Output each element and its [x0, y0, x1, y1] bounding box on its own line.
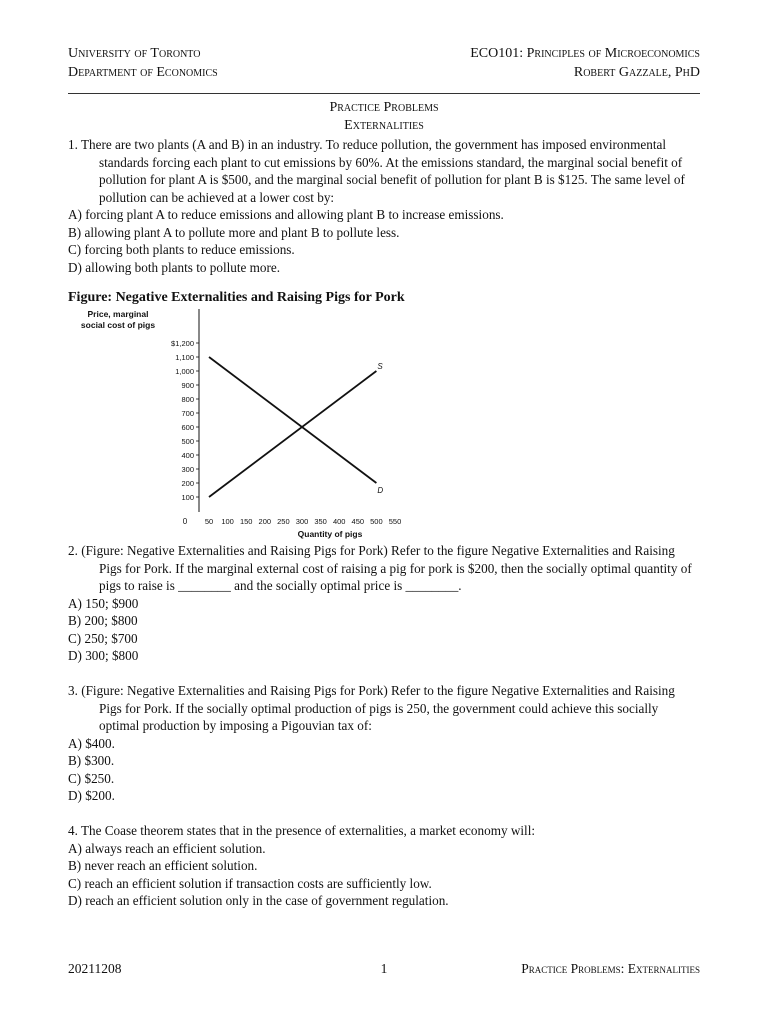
- option: B) never reach an efficient solution.: [68, 858, 258, 873]
- option: C) 250; $700: [68, 630, 138, 646]
- x-tick-label: 200: [258, 517, 272, 526]
- y-tick-label: 800: [181, 395, 194, 404]
- option: A) always reach an efficient solution.: [68, 840, 266, 856]
- y-axis-label-line1: Price, marginal: [87, 309, 149, 319]
- option: D) reach an efficient solution only in the case of government regulation.: [68, 893, 449, 908]
- x-tick-label: 250: [277, 517, 290, 526]
- figure-title: Figure: Negative Externalities and Raising Pigs for Pork: [68, 290, 405, 305]
- y-tick-label: 1,100: [175, 353, 194, 362]
- doc-title: Practice Problems: [329, 100, 439, 115]
- footer-date: 20211208: [68, 961, 122, 976]
- question-stem: 4. The Coase theorem states that in the presence of externalities, a market economy will:: [68, 823, 536, 838]
- option: B) 200; $800: [68, 613, 138, 628]
- option: B) $300.: [68, 753, 115, 768]
- option: D) $200.: [68, 788, 115, 803]
- option: C) reach an efficient solution if transaction costs are sufficiently low.: [68, 875, 432, 891]
- option: C) forcing both plants to reduce emissions.: [68, 242, 295, 257]
- series-line-d: [209, 357, 376, 483]
- x-tick-label: 150: [239, 517, 253, 526]
- instructor-name: Robert Gazzale, PhD: [573, 65, 700, 80]
- series-line-s: [209, 371, 376, 497]
- question-3: [68, 682, 700, 805]
- y-tick-label: 900: [181, 381, 194, 390]
- y-tick-label: $1,200: [171, 339, 194, 348]
- x-tick-label: 300: [295, 517, 309, 526]
- x-tick-label: 450: [351, 517, 365, 526]
- option: B) allowing plant A to pollute more and plant B to pollute less.: [68, 224, 400, 240]
- footer-page-number: 1: [380, 961, 388, 976]
- x-ticks: [205, 517, 401, 526]
- option: D) 300; $800: [68, 648, 139, 663]
- y-tick-label: 300: [181, 465, 194, 474]
- x-tick-label: 100: [221, 517, 234, 526]
- y-ticks: [171, 339, 199, 502]
- option: A) forcing plant A to reduce emissions and allowing plant B to increase emissions.: [68, 207, 504, 222]
- x-tick-label: 400: [332, 517, 346, 526]
- x-tick-label: 550: [388, 517, 402, 526]
- y-tick-label: 500: [181, 437, 194, 446]
- series-label-d: D: [377, 486, 384, 495]
- department-name: Department of Economics: [68, 65, 218, 80]
- university-name: University of Toronto: [68, 46, 201, 61]
- chart: [68, 306, 418, 542]
- question-1: [68, 136, 700, 276]
- option: D) allowing both plants to pollute more.: [68, 259, 281, 275]
- question-stem: 2. (Figure: Negative Externalities and Raising Pigs for Pork) Refer to the figure Negative Externalities and Raising Pigs for Pork. If the marginal external cost of raising a pig for pork is $200, then the socially optimal quantity of pigs to raise is ________ and the socially optimal price is ________.: [68, 543, 692, 593]
- question-4: [68, 822, 700, 910]
- option: C) $250.: [68, 770, 115, 786]
- y-tick-label: 1,000: [175, 367, 194, 376]
- doc-subtitle: Externalities: [344, 118, 424, 133]
- question-stem: 1. There are two plants (A and B) in an industry. To reduce pollution, the government has imposed environmental standards forcing each plant to cut emissions by 60%. At the emissions standard, the marginal social benefit of pollution for plant A is $500, and the marginal social benefit of pollution for plant B is $125. The same level of pollution can be achieved at a lower cost by:: [68, 137, 685, 205]
- y-tick-label: 600: [181, 423, 194, 432]
- footer-title: Practice Problems: Externalities: [521, 961, 700, 976]
- x-tick-label: 50: [204, 517, 214, 526]
- series: [209, 357, 383, 497]
- question-stem: 3. (Figure: Negative Externalities and Raising Pigs for Pork) Refer to the figure Negative Externalities and Raising Pigs for Pork. If the socially optimal production of pigs is 250, the government could achieve this socially optimal production by imposing a Pigouvian tax of:: [68, 683, 675, 733]
- header-rule: [68, 93, 700, 94]
- question-2: [68, 542, 700, 665]
- y-axis-label-line2: social cost of pigs: [80, 320, 156, 330]
- course-name: ECO101: Principles of Microeconomics: [470, 46, 700, 61]
- x-tick-label: 500: [370, 517, 383, 526]
- y-tick-label: 400: [181, 451, 194, 460]
- y-tick-label: 200: [181, 479, 194, 488]
- series-label-s: S: [377, 362, 383, 371]
- x-axis-label: Quantity of pigs: [297, 529, 363, 539]
- origin-label: 0: [182, 517, 188, 526]
- x-tick-label: 350: [314, 517, 327, 526]
- option: A) 150; $900: [68, 595, 139, 611]
- y-tick-label: 100: [181, 493, 194, 502]
- header-right: [470, 44, 700, 82]
- y-tick-label: 700: [181, 409, 194, 418]
- option: A) $400.: [68, 735, 115, 751]
- header-left: [68, 44, 218, 82]
